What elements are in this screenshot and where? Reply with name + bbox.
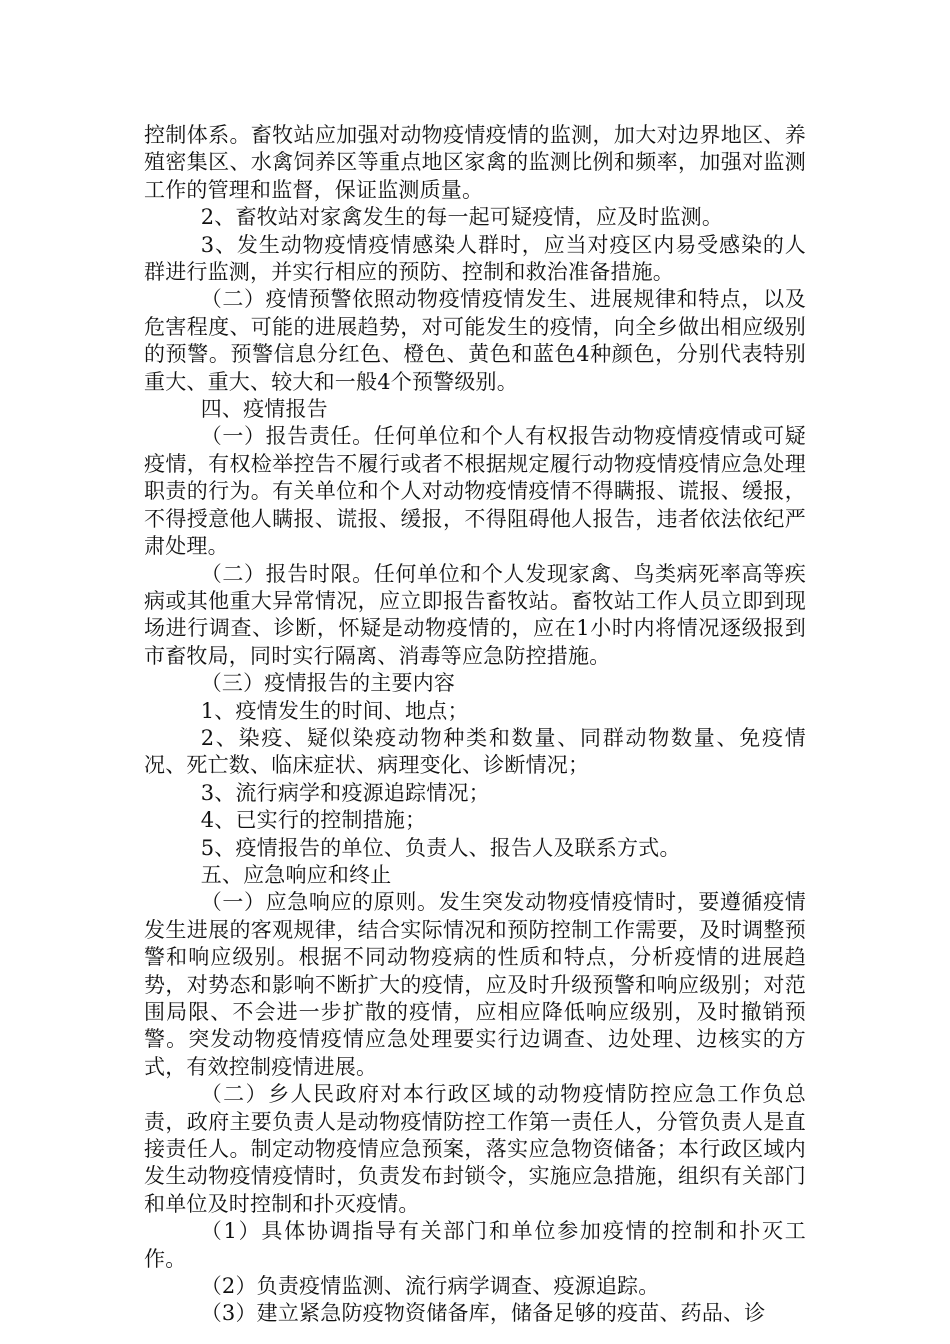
paragraph-suspected-cases: 2、畜牧站对家禽发生的每一起可疑疫情，应及时监测。	[200, 205, 724, 230]
paragraph-response-principles: （一）应急响应的原则。发生突发动物疫情疫情时，要遵循疫情发生进展的客观规律，结合实际情况和预防控制工作需要，及时调整预警和响应级别。根据不同动物疫病的性质和特点，分析疫情的进展趋势，对势态和影响不断扩大的疫情，应及时升级预警和响应级别；对范围局限、不会进一步扩散的疫情，应相应降低响应级别，及时撤销预警。突发动物疫情疫情应急处理要实行边调查、边处理、边核实的方式，有效控制疫情进展。	[144, 890, 806, 1079]
list-item-animal-details: 2、染疫、疑似染疫动物种类和数量、同群动物数量、免疫情况、死亡数、临床症状、病理变化、诊断情况；	[144, 725, 806, 778]
paragraph-report-time-limit: （二）报告时限。任何单位和个人发现家禽、鸟类病死率高等疾病或其他重大异常情况，应立即报告畜牧站。畜牧站工作人员立即到现场进行调查、诊断，怀疑是动物疫情的，应在1小时内将情况逐级报到市畜牧局，同时实行隔离、消毒等应急防控措施。	[144, 561, 806, 668]
paragraph-early-warning: （二）疫情预警依照动物疫情疫情发生、进展规律和特点，以及危害程度、可能的进展趋势，对可能发生的疫情，向全乡做出相应级别的预警。预警信息分红色、橙色、黄色和蓝色4种颜色，分别代表特别重大、重大、较大和一般4个预警级别。	[144, 287, 806, 394]
list-item-coordination: （1）具体协调指导有关部门和单位参加疫情的控制和扑灭工作。	[144, 1219, 806, 1271]
list-item-time-place: 1、疫情发生的时间、地点；	[200, 698, 469, 723]
paragraph-government-responsibility: （二）乡人民政府对本行政区域的动物疫情防控应急工作负总责，政府主要负责人是动物疫情防控工作第一责任人，分管负责人是直接责任人。制定动物疫情应急预案，落实应急物资储备；本行政区域内发生动物疫情疫情时，负责发布封锁令，实施应急措施，组织有关部门和单位及时控制和扑灭疫情。	[144, 1082, 806, 1216]
section-heading-emergency-response: 五、应急响应和终止	[200, 862, 392, 887]
list-item-control-measures: 4、已实行的控制措施；	[200, 808, 427, 833]
section-heading-epidemic-report: 四、疫情报告	[200, 397, 328, 422]
list-item-supply-storage: （3）建立紧急防疫物资储备库，储备足够的疫苗、药品、诊	[200, 1301, 766, 1326]
list-item-epidemiology: 3、流行病学和疫源追踪情况；	[200, 780, 490, 805]
list-item-reporting-contact: 5、疫情报告的单位、负责人、报告人及联系方式。	[200, 835, 681, 860]
paragraph-report-responsibility: （一）报告责任。任何单位和个人有权报告动物疫情疫情或可疑疫情，有权检举控告不履行或者不根据规定履行动物疫情疫情应急处理职责的行为。有关单位和个人对动物疫情疫情不得瞒报、谎报、缓报，不得授意他人瞒报、谎报、缓报，不得阻碍他人报告，违者依法依纪严肃处理。	[144, 424, 806, 559]
paragraph-human-infection: 3、发生动物疫情疫情感染人群时，应当对疫区内易受感染的人群进行监测，并实行相应的预防、控制和救治准备措施。	[144, 232, 806, 285]
paragraph-monitoring-system: 控制体系。畜牧站应加强对动物疫情疫情的监测，加大对边界地区、养殖密集区、水禽饲养区等重点地区家禽的监测比例和频率，加强对监测工作的管理和监督，保证监测质量。	[144, 123, 806, 202]
list-item-surveillance: （2）负责疫情监测、流行病学调查、疫源追踪。	[200, 1274, 660, 1299]
subheading-report-content: （三）疫情报告的主要内容	[200, 671, 456, 696]
document-body	[144, 122, 806, 1328]
